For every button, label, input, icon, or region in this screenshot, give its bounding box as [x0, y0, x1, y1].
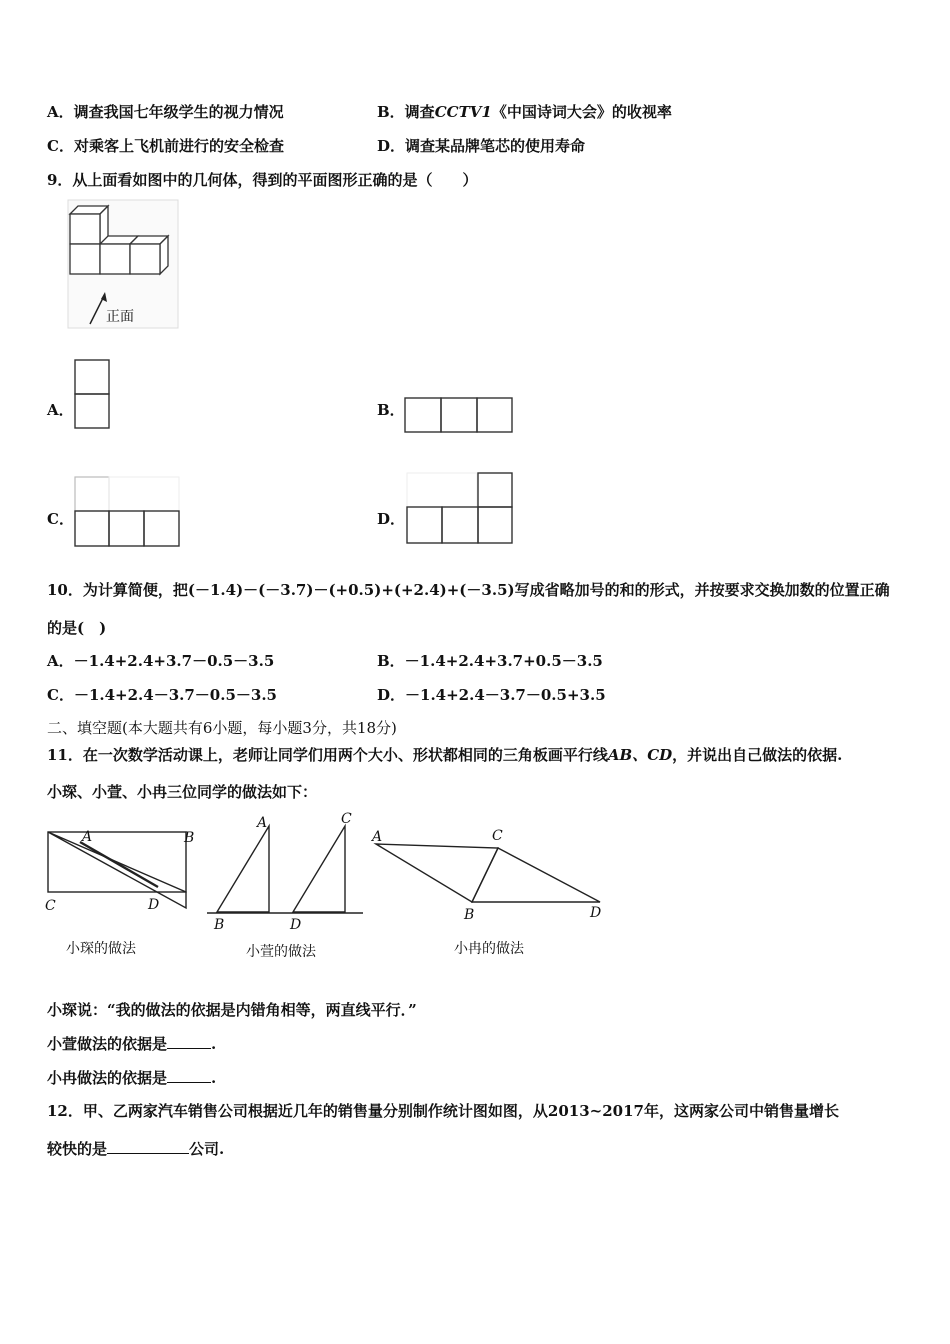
q9-option-a-label: A．	[47, 401, 74, 419]
q11-figure-3	[370, 830, 610, 910]
q10-stem-line2: 的是( )	[47, 619, 107, 637]
q9-option-b-figure	[404, 397, 514, 435]
q8-option-b-channel: CCTV1	[434, 103, 492, 121]
q11-blank-2-line[interactable]	[167, 1068, 211, 1083]
fig3-label-a: A	[372, 829, 383, 845]
q11-stem-lines: AB、CD	[607, 746, 673, 764]
front-view-label: 正面	[106, 309, 134, 325]
fig3-label-b: B	[464, 907, 475, 923]
q9-option-d-label: D．	[377, 510, 406, 528]
q11-figure-1	[40, 820, 200, 920]
q9-option-b-label: B．	[377, 401, 405, 419]
q10-option-b: B．－1.4+2.4+3.7+0.5－3.5	[377, 652, 603, 670]
q11-blank-2-period: .	[211, 1069, 217, 1087]
q11-quote: 小琛说：“我的做法的依据是内错角相等，两直线平行．”	[47, 1001, 417, 1019]
q8-option-a: A．调查我国七年级学生的视力情况	[47, 103, 284, 121]
q11-stem-suffix: ，并说出自己做法的依据.	[672, 746, 843, 764]
q9-option-a-figure	[74, 359, 112, 431]
fig2-label-b: B	[214, 917, 225, 933]
q8-option-c: C．对乘客上飞机前进行的安全检查	[47, 137, 284, 155]
q10-option-a: A．－1.4+2.4+3.7－0.5－3.5	[47, 652, 275, 670]
q9-stem: 9．从上面看如图中的几何体，得到的平面图形正确的是（ ）	[47, 171, 478, 189]
fig2-label-a: A	[257, 815, 268, 831]
q8-option-b	[377, 102, 672, 122]
fig1-label-a: A	[82, 829, 93, 845]
q8-option-b-prefix: B．调查	[377, 103, 435, 121]
fig2-label-d: D	[290, 917, 302, 933]
q8-option-b-suffix: 《中国诗词大会》的收视率	[491, 103, 672, 121]
section-2-title: 二、填空题(本大题共有6小题，每小题3分，共18分)	[47, 719, 397, 737]
q11-blank-2-label: 小冉做法的依据是	[47, 1069, 168, 1087]
q11-blank-1-period: .	[211, 1035, 217, 1053]
q11-blank-1-label: 小萱做法的依据是	[47, 1035, 168, 1053]
fig2-caption: 小萱的做法	[246, 944, 316, 960]
fig3-caption: 小冉的做法	[454, 941, 524, 957]
q11-blank-1-line[interactable]	[167, 1034, 211, 1049]
fig1-label-d: D	[148, 897, 160, 913]
q11-line2: 小琛、小萱、小冉三位同学的做法如下：	[47, 783, 318, 801]
q12-blank-line[interactable]	[107, 1139, 189, 1154]
q11-stem-prefix: 11．在一次数学活动课上，老师让同学们用两个大小、形状都相同的三角板画平行线	[47, 746, 608, 764]
q11-blank-1	[47, 1034, 216, 1054]
q11-stem	[47, 745, 842, 765]
q11-blank-2	[47, 1068, 216, 1088]
fig1-label-b: B	[184, 830, 195, 846]
fig2-label-c: C	[341, 811, 352, 827]
fig3-label-d: D	[590, 905, 602, 921]
q10-stem-line1: 10．为计算简便，把(－1.4)－(－3.7)－(+0.5)+(+2.4)+(－3.5)写成省略加号的和的形式，并按要求交换加数的位置正确	[47, 581, 890, 599]
q12-line2-prefix: 较快的是	[47, 1140, 108, 1158]
q9-option-d-figure	[406, 471, 516, 547]
fig1-label-c: C	[45, 898, 56, 914]
fig1-caption: 小琛的做法	[66, 941, 136, 957]
q9-option-c-label: C．	[47, 510, 74, 528]
q10-option-c: C．－1.4+2.4－3.7－0.5－3.5	[47, 686, 277, 704]
q8-option-d: D．调查某品牌笔芯的使用寿命	[377, 137, 586, 155]
q12-line2	[47, 1139, 224, 1159]
q10-option-d: D．－1.4+2.4－3.7－0.5+3.5	[377, 686, 606, 704]
q12-line1: 12．甲、乙两家汽车销售公司根据近几年的销售量分别制作统计图如图，从2013~2017年，这两家公司中销售量增长	[47, 1102, 839, 1120]
fig3-label-c: C	[492, 828, 503, 844]
q9-option-c-figure	[74, 475, 182, 549]
q12-line2-suffix: 公司.	[189, 1140, 225, 1158]
